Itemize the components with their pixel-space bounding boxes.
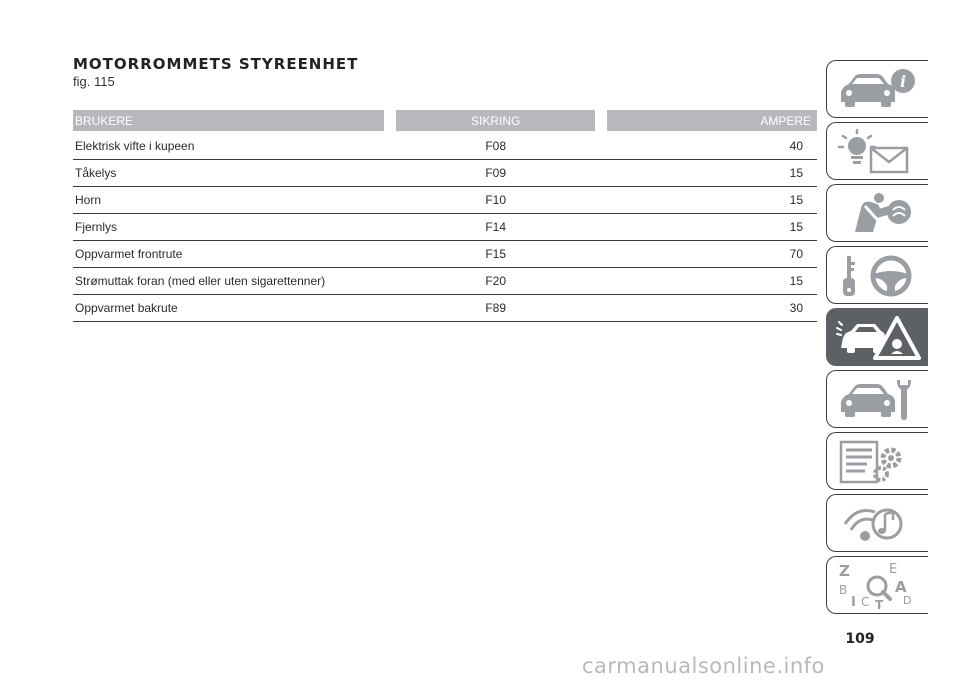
index-letter: T xyxy=(875,598,884,610)
index-letter: C xyxy=(861,595,870,609)
breakdown-warning-triangle-icon xyxy=(835,314,921,362)
cell-fuse: F20 xyxy=(396,268,595,295)
header-ampere: AMPERE xyxy=(607,110,817,132)
technical-data-gears-icon xyxy=(835,438,921,486)
table-row xyxy=(73,160,817,187)
cell-fuse: F10 xyxy=(396,187,595,214)
tab-car-info[interactable] xyxy=(826,60,928,118)
cell-ampere: 70 xyxy=(595,241,817,268)
page-number: 109 xyxy=(845,631,875,647)
table-row xyxy=(73,295,817,322)
watermark: carmanualsonline.info xyxy=(582,654,825,678)
key-steering-wheel-icon xyxy=(835,252,921,300)
car-info-icon xyxy=(835,66,921,114)
figure-reference: fig. 115 xyxy=(73,74,115,89)
fuse-table xyxy=(73,110,817,322)
table-row xyxy=(73,268,817,295)
cell-ampere: 30 xyxy=(595,295,817,322)
cell-consumer: Horn xyxy=(73,187,396,214)
table-header-row xyxy=(73,110,817,132)
cell-ampere: 15 xyxy=(595,268,817,295)
chapter-tabs xyxy=(826,60,928,618)
cell-ampere: 40 xyxy=(595,132,817,160)
index-letter: I xyxy=(851,595,856,610)
tab-emergency[interactable] xyxy=(826,308,928,366)
tab-safety[interactable] xyxy=(826,184,928,242)
svg-text:i: i xyxy=(899,72,907,91)
index-letter: B xyxy=(839,583,848,597)
cell-consumer: Elektrisk vifte i kupeen xyxy=(73,132,396,160)
cell-consumer: Oppvarmet frontrute xyxy=(73,241,396,268)
header-brukere: BRUKERE xyxy=(73,110,384,132)
cell-ampere: 15 xyxy=(595,187,817,214)
airbag-seat-icon xyxy=(835,190,921,238)
table-row xyxy=(73,241,817,268)
index-letter: E xyxy=(889,562,898,577)
car-maintenance-icon xyxy=(835,376,921,424)
table-row xyxy=(73,132,817,160)
header-sikring: SIKRING xyxy=(396,110,595,132)
cell-consumer: Strømuttak foran (med eller uten sigarettenner) xyxy=(73,268,396,295)
cell-fuse: F08 xyxy=(396,132,595,160)
tab-index[interactable] xyxy=(826,556,928,614)
cell-consumer: Oppvarmet bakrute xyxy=(73,295,396,322)
multimedia-music-icon xyxy=(835,500,921,548)
alphabetical-index-icon xyxy=(835,562,921,610)
warning-lights-message-icon xyxy=(835,128,921,176)
tab-technical-data[interactable] xyxy=(826,432,928,490)
cell-fuse: F89 xyxy=(396,295,595,322)
cell-fuse: F15 xyxy=(396,241,595,268)
tab-starting-driving[interactable] xyxy=(826,246,928,304)
tab-maintenance[interactable] xyxy=(826,370,928,428)
cell-consumer: Tåkelys xyxy=(73,160,396,187)
tab-multimedia[interactable] xyxy=(826,494,928,552)
index-letter: Z xyxy=(839,562,850,580)
tab-warning-lights[interactable] xyxy=(826,122,928,180)
cell-ampere: 15 xyxy=(595,160,817,187)
table-row xyxy=(73,214,817,241)
table-row xyxy=(73,187,817,214)
cell-fuse: F14 xyxy=(396,214,595,241)
cell-fuse: F09 xyxy=(396,160,595,187)
section-title: MOTORROMMETS STYREENHET xyxy=(73,55,359,73)
index-letter: A xyxy=(895,578,907,596)
index-letter: D xyxy=(903,594,912,607)
cell-ampere: 15 xyxy=(595,214,817,241)
cell-consumer: Fjernlys xyxy=(73,214,396,241)
